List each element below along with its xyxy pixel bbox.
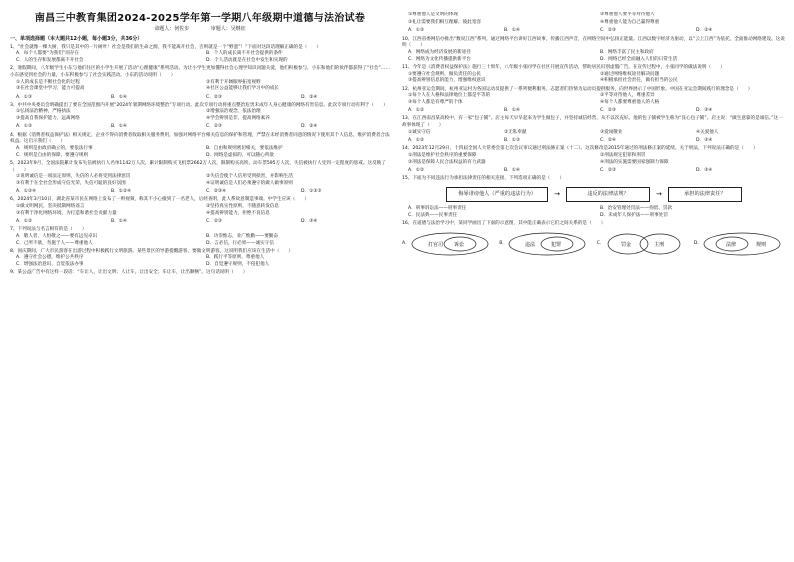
venn-diagram (507, 231, 587, 257)
question (10, 66, 390, 93)
question (402, 116, 786, 136)
answer-option: B．网络丰富了民主和政府 (600, 50, 654, 56)
answer-option: ②刑法规定犯罪和刑罚 (600, 152, 646, 158)
question (402, 221, 786, 228)
option-group (402, 138, 786, 145)
question (402, 146, 786, 166)
answer-option: ③刑法是保障人民合法权益的有力武器 (408, 159, 486, 165)
option-group (10, 109, 390, 122)
venn-diagram (604, 231, 684, 257)
arrow-icon: → (656, 190, 662, 199)
answer-option: ①每个人在人格和法律地位上都是平等的 (408, 93, 491, 99)
venn-outer-label: 法律 (725, 241, 736, 248)
option-group (10, 204, 390, 217)
question-stem: 11、今年是《消费者权益保护法》施行三十周年，八年级小张同学在社区开展宣传活动，帮助居民识别虚假广告。在宣传过程中，小张同学的做法说明（ ） (402, 64, 725, 70)
answer-option: ③有利于在全社会形成守信光荣，失信可耻的良好氛围 (16, 180, 126, 186)
question (10, 270, 390, 277)
question-stem: 4、根据《消费者权益保护法》相关规定，企业不得向消费者收取相关服务费用，加强对网络平台相关信息的保护和管理，严禁在未经消费者同意的情况下使用其个人信息，维护消费者合法权益。这启示我们（ ） (10, 132, 390, 145)
reviewer: 审题人：吴继征 (210, 26, 246, 32)
question-stem: 12、杭州亚运会期间，杭州亚运村为各国运动员提供了一系列便利服务。志愿者们热情为运动员提供服务，向世界展示了中国形象。中国在亚运会期间践行的理念是（ ） (402, 86, 753, 92)
answer-option: C．②③ (206, 218, 223, 224)
answer-option: ③在社会课堂中学习，能力可提高 (16, 86, 85, 92)
answer-option: C．己所不欲，勿施于人——尊重他人 (16, 240, 93, 246)
venn-option (402, 231, 494, 257)
answer-option: ①做文明网民，坚决抵制网络谣言 (16, 204, 85, 210)
answer-option: ①说明诚信是一项法定原则，失信的人必将受到法律惩罚 (16, 174, 131, 180)
venn-inner-label: 犯罪 (551, 241, 562, 248)
venn-letter: C． (596, 240, 605, 246)
answer-option: ②通过网络维权途径解决问题 (600, 71, 660, 77)
question (10, 197, 390, 217)
question (10, 219, 390, 226)
answer-option: C．②③ (206, 94, 223, 100)
answer-option: ②失信会使个人信用受到损害，并影响生活 (206, 174, 293, 180)
answer-option: D．③④ (696, 137, 713, 143)
answer-option: B．践行平等原则，尊重他人 (206, 255, 265, 261)
venn-letter: B． (499, 240, 508, 246)
option-group (402, 12, 786, 19)
question (402, 37, 786, 64)
option-group (10, 146, 390, 159)
answer-option: A．①③④ (16, 189, 37, 195)
question (10, 249, 390, 269)
option-group (10, 124, 390, 131)
answer-option: ④提高辨别能力，拒绝不良信息 (206, 210, 270, 216)
diagram-box-liability: 承担的法律责任？ (668, 187, 742, 203)
answer-option: ③礼让需要我们相互理解、彼此宽容 (408, 20, 482, 26)
question (402, 138, 786, 145)
answer-option: ②尊重他人要平等对待他人 (600, 12, 655, 17)
option-group (402, 130, 786, 137)
answer-option: A．遵守社会公德，维护公共秩序 (16, 255, 84, 261)
answer-option: D．自觉遵守规则，不侵犯他人 (206, 262, 270, 268)
option-group (10, 219, 390, 226)
answer-option: D．③④ (696, 108, 713, 114)
answer-option: ①要遵守社会规则，做负责任的公民 (408, 71, 482, 77)
answer-option: ③提高辨别信息的能力，增强维权意识 (408, 78, 486, 84)
venn-outer-ellipse (704, 233, 780, 255)
question (402, 206, 786, 219)
answer-option: C．②③④ (206, 189, 227, 195)
arrow-icon: → (554, 190, 560, 199)
option-group (10, 255, 390, 268)
answer-option: D．②④ (301, 94, 318, 100)
option-group (402, 108, 786, 115)
answer-option: D．言必信，行必果——诚实守信 (206, 240, 274, 246)
answer-option: A．敬人者，人恒敬之——要有远见卓识 (16, 233, 98, 239)
answer-option: C．人的生存和发展都离不开社会 (16, 58, 84, 63)
venn-inner-label: 主刑 (654, 241, 665, 248)
answer-option: A．刑事诉讼法——刑事责任 (408, 206, 467, 212)
option-group (402, 168, 786, 175)
answer-option: D．③④ (696, 167, 713, 173)
venn-letter: D． (693, 240, 702, 246)
answer-option: B．个人的成长离不开社会提供的条件 (206, 51, 283, 57)
question (402, 168, 786, 175)
question (402, 28, 786, 35)
venn-inner-label: 诉讼 (453, 241, 464, 248)
left-column (10, 12, 390, 556)
answer-option: ①人的成长是不断社会化的过程 (16, 79, 80, 85)
answer-option: C．民法典——民事责任 (408, 212, 458, 218)
diagram-box-behavior: 侮辱诽谤他人（严重的违法行为） (446, 187, 548, 203)
answer-option: D．网络是虚拟的，可以随心所欲 (206, 152, 274, 158)
question-stem: 6、2024年3月10日，湖北省某市民在网络上发布了一则视频，称其不小心撞到了一名老人，后经查明，此人系故意制造事端。中学生应该（ ） (10, 197, 310, 203)
answer-option: D．②④ (696, 28, 713, 34)
answer-option: ④社区公益能够让我们学习中的成长 (206, 86, 280, 92)
question-stem: 9、某公益广告中有这样一段话：“车让人，让出文明；人让车，让出安全；车让车，让出顺畅”。这句话说明（ ） (10, 270, 248, 276)
option-group (402, 72, 786, 85)
question-stem: 5、2023年9月，全国法院累计发布失信被执行人名单1142万人次，累计限制购买飞机票2662万人次，限制购买高铁、动车票595万人次，失信被执行人受到一定程度的惩戒。这反映了（ ） (10, 160, 386, 173)
question (402, 176, 786, 183)
answer-option: A．规则是由政府确立的，要依法行事 (16, 145, 93, 151)
venn-option (694, 231, 786, 257)
answer-option: C．②④ (600, 137, 617, 143)
answer-option: B．①④ (504, 28, 520, 34)
answer-option: B．①④ (111, 94, 127, 100)
question-15-diagram (402, 187, 786, 203)
question-stem: 1、“社会就像一棵大树，我只是其中的一片树叶！社会是我们的生命之源，我不能离开社会，否则就是一个“野蛮”！”下面对这段话理解正确的是（ ） (10, 44, 322, 50)
answer-option: A．①② (16, 218, 32, 224)
diagram-box-law: 违反的法律法规？ (566, 187, 650, 203)
answer-option: C．②③ (600, 167, 617, 173)
option-group (402, 50, 786, 63)
venn-outer-ellipse (509, 233, 585, 255)
answer-option: B．①③ (504, 137, 520, 143)
answer-option: ②无私奉献 (504, 129, 527, 135)
venn-outer-ellipse (412, 233, 488, 255)
question (10, 227, 390, 247)
answer-option: A．①③ (16, 94, 32, 100)
answer-option: ③每个人都是有尊严的个体 (408, 99, 463, 105)
option-group (10, 80, 390, 93)
answer-option: B．①④ (504, 167, 520, 173)
venn-outer-label: 罚金 (621, 241, 632, 248)
option-group (10, 174, 390, 187)
answer-option: ④学会辨别是非，提高网络素养 (206, 116, 270, 122)
option-group (402, 206, 786, 219)
after-diagram-list (402, 206, 786, 228)
answer-option: D．未成年人保护法——刑事处罚 (600, 212, 668, 218)
answer-option: ③有利于净化网络环境，为打造和谐社会贡献力量 (16, 210, 117, 216)
venn-letter: A． (402, 240, 410, 246)
exam-title: 南昌三中教育集团2024-2025学年第一学期八年级期中道德与法治试卷 (34, 13, 366, 24)
question (10, 189, 390, 196)
question (402, 87, 786, 107)
question (10, 161, 390, 188)
right-column (402, 12, 786, 556)
answer-option: ①诚实守信 (408, 129, 431, 135)
question (402, 20, 786, 27)
venn-diagram (702, 231, 782, 257)
question-stem: 14、2023年12月29日，十四届全国人大常委会第七次会议审议通过刑法修正案（十二）。这次修改是2015年通过的刑法修正案的延续。关于刑法，下列说法正确的是（ ） (402, 146, 758, 152)
option-group (10, 95, 390, 102)
option-group (402, 28, 786, 35)
answer-option: B．①④ (111, 218, 127, 224)
option-group (402, 153, 786, 166)
answer-option: ②平等对待他人，尊重差异 (600, 93, 655, 99)
left-question-list (10, 45, 390, 278)
answer-option: D．网络已经全面融入人们的日常生活 (600, 56, 678, 62)
venn-option (597, 231, 689, 257)
answer-option: ④关爱他人 (696, 129, 719, 135)
question-stem: 8、国庆期间，广大市民游客在出游过程中积极践行文明旅游。某些景区的导游提醒游客，要做文明游客。这说明我们应该在生活中（ ） (10, 248, 294, 254)
question-stem: 16、在道德与法治学习中，某同学画出了下面的示意图，其中能正确表示它们之间关系的是（ ） (402, 221, 606, 227)
answer-option: B．①④ (504, 108, 520, 114)
answer-option: C．规则是自由的保障，要遵守规则 (16, 152, 89, 158)
option-group (10, 51, 390, 64)
question-stem: 7、下列说法与名言相符的是（ ） (10, 227, 87, 233)
answer-option: C．②③ (206, 124, 223, 130)
answer-option: ①刑法是维护社会秩序的重要保障 (408, 152, 477, 158)
answer-option: ③爱岗敬业 (600, 129, 623, 135)
answer-option: ②有利于开阔眼界拓宽视野 (206, 79, 261, 85)
answer-option: ④积极承担社会责任，做有担当的公民 (600, 78, 678, 84)
question (402, 65, 786, 85)
question-stem: 15、下面为不同违法行为承担法律责任的相关连接，下列选项正确的是（ ） (402, 175, 565, 181)
venn-option (499, 231, 591, 257)
question (10, 95, 390, 102)
answer-option: D．个人活动就是在社会中发生和实现的 (206, 58, 288, 63)
answer-option: ④刑法的实施需要国家强制力保障 (600, 159, 669, 165)
answer-option: B．功崇惟志，业广惟勤——要勤奋 (206, 233, 279, 239)
venn-inner-label: 规则 (755, 241, 766, 248)
venn-outer-label: 违法 (525, 241, 536, 248)
answer-option: A．①② (408, 167, 424, 173)
answer-option: A．网络成为经济发展的新途径 (408, 50, 471, 56)
option-group (10, 189, 390, 196)
answer-option: C．②③ (600, 108, 617, 114)
question (10, 124, 390, 131)
answer-option: C．网络为文化传播提供新平台 (408, 56, 471, 62)
answer-option: A．①③ (16, 124, 32, 130)
option-group (10, 234, 390, 247)
answer-option: ①尊重他人是文明的体现 (408, 12, 459, 17)
answer-option: D．②④ (301, 124, 318, 130)
answer-option: B．①④ (111, 124, 127, 130)
question-stem: 2、暑假期间，八年级学生小东与他们住区的小学生开展了活动“心理健康”系列活动。为让小学生更加懂得社会心理学知识问题关爱，他们积极参与，小东和他们的伙伴都获得了“社会”……小东感受到社会的力量，小东积极参与了社会实践活动。小东的活动说明（ ） (10, 66, 390, 78)
answer-option: A．①③ (408, 28, 424, 34)
option-group (402, 93, 786, 106)
section-heading: 一、单项选择题（本大题共12小题，每小题3分，共36分） (10, 36, 143, 43)
answer-option: ②增强法治观念，依法治理 (206, 109, 261, 115)
venn-outer-label: 打官司 (427, 241, 443, 248)
answer-option: B．治安管理处罚法——拘留、罚款 (600, 206, 673, 212)
question (402, 12, 786, 19)
question-stem: 3、中共中央委员会明确提出了要在全国范围内开展“2024年暑期网络环境整治”专项行动。此次专项行动将重点整治危害未成年人身心健康的网络有害信息。此次专项行动有利于（ ） (10, 102, 388, 108)
answer-option: B．自由和规则密切相关，要依法维护 (206, 145, 283, 151)
question (10, 103, 390, 123)
venn-diagram-row (402, 231, 786, 257)
proposer: 命题人：何佐步 (154, 26, 190, 32)
exam-meta (10, 26, 390, 33)
answer-option: A．每个人都要“为我们”而存在 (16, 51, 80, 57)
answer-option: ③提高自我保护能力，远离网络 (16, 116, 80, 122)
question (10, 133, 390, 160)
question-stem: 13、在江西南昌某高校中，有一家“包子铺”。店主每天早早起来为学生做包子，并坚持诚信经营，从不以次充好。他的包子铺被学生称为“良心包子铺”。店主说：“做生意靠的是诚信。”这一故事体现了（ ） (402, 116, 783, 129)
answer-option: ④尊重他人能为自己赢得尊重 (600, 20, 660, 26)
answer-option: ②坚持真实性原则，不随意转发信息 (206, 204, 280, 210)
answer-option: D．①②③ (301, 189, 322, 195)
question (10, 45, 390, 65)
answer-option: ①弘扬法治精神，严格执法 (16, 109, 71, 115)
venn-diagram (410, 231, 490, 257)
answer-option: B．①②④ (111, 189, 132, 195)
answer-option: D．③④ (301, 218, 318, 224)
answer-option: A．①② (408, 108, 424, 114)
right-question-list (402, 12, 786, 183)
question-stem: 10、江西省委网信办推出“数说江西”系列，通过网络平台讲好江西故事，传播江西声音，在网络空间中弘扬正能量。江西以数字经济为驱动，以“云上江西”为依托，全面推动网络建设。这说明（ ） (402, 36, 785, 49)
option-group (402, 20, 786, 27)
question (402, 108, 786, 115)
answer-option: C．②③ (600, 28, 617, 34)
answer-option: A．①② (408, 137, 424, 143)
answer-option: ④证明诚信是人们必须遵守的做人做事原则 (206, 180, 293, 186)
answer-option: C．增强法治意识，自觉依法办事 (16, 262, 84, 268)
answer-option: ④每个人都要尊重他人的人格 (600, 99, 660, 105)
